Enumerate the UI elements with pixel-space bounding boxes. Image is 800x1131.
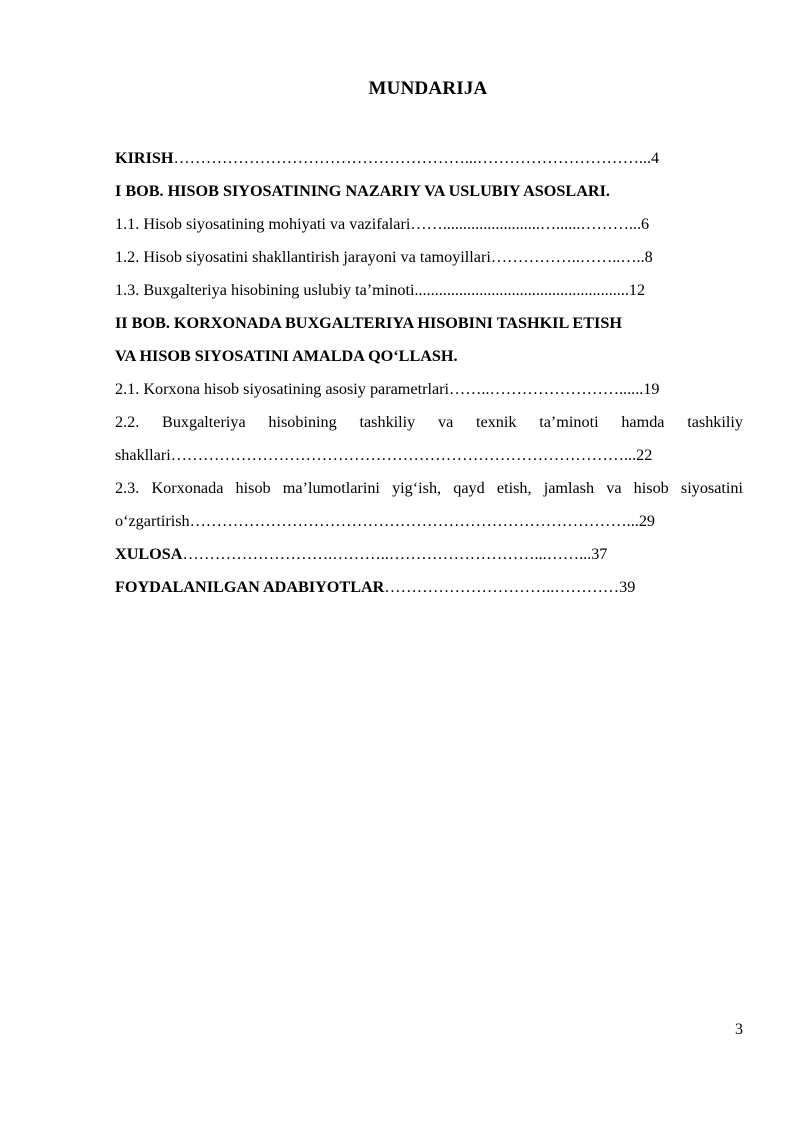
toc-entry-1-1: 1.1. Hisob siyosatining mohiyati va vazifalari……........................…......………...6 xyxy=(115,215,650,233)
toc-entry-title: KIRISH xyxy=(115,149,174,167)
toc-entry-2-1: 2.1. Korxona hisob siyosatining asosiy parametrlari……..……………………......19 xyxy=(115,380,660,398)
toc-entry-2-2-line-2: shakllari…………………………………………………………………………...22 xyxy=(115,446,653,464)
toc-entry-title: FOYDALANILGAN ADABIYOTLAR xyxy=(115,578,385,596)
toc-entry-leader: ………………………………………………...…………………………...4 xyxy=(173,149,660,167)
toc-entry-1-2: 1.2. Hisob siyosatini shakllantirish jarayoni va tamoyillari……………..……..…..8 xyxy=(115,248,653,266)
toc-entry-leader: ……………………….………..………………………...……...37 xyxy=(182,545,608,563)
toc-chapter-1-title: I BOB. HISOB SIYOSATINING NAZARIY VA USLUBIY ASOSLARI. xyxy=(115,182,610,200)
table-of-contents xyxy=(115,144,743,606)
toc-entry-xulosa xyxy=(115,540,743,573)
toc-entry-title: XULOSA xyxy=(115,545,183,563)
toc-entry-1-3: 1.3. Buxgalteriya hisobining uslubiy ta’minoti.....................................................12 xyxy=(115,281,646,299)
toc-entry-kirish xyxy=(115,144,743,177)
toc-entry-leader: …………………………..…………39 xyxy=(384,578,636,596)
toc-chapter-2-title-line-1: II BOB. KORXONADA BUXGALTERIYA HISOBINI TASHKIL ETISH xyxy=(115,314,622,332)
toc-entry-2-3-line-1: 2.3. Korxonada hisob ma’lumotlarini yig‘ish, qayd etish, jamlash va hisob siyosatini xyxy=(115,479,743,497)
page-number: 3 xyxy=(735,1021,743,1038)
toc-entry-2-2-line-1: 2.2. Buxgalteriya hisobining tashkiliy va texnik ta’minoti hamda tashkiliy xyxy=(115,413,743,431)
page-title: MUNDARIJA xyxy=(368,78,488,99)
toc-entry-adabiyotlar xyxy=(115,573,743,606)
toc-chapter-2-title-line-2: VA HISOB SIYOSATINI AMALDA QO‘LLASH. xyxy=(115,347,458,365)
toc-entry-2-3-line-2: o‘zgartirish………………………………………………………………………...29 xyxy=(115,512,656,530)
